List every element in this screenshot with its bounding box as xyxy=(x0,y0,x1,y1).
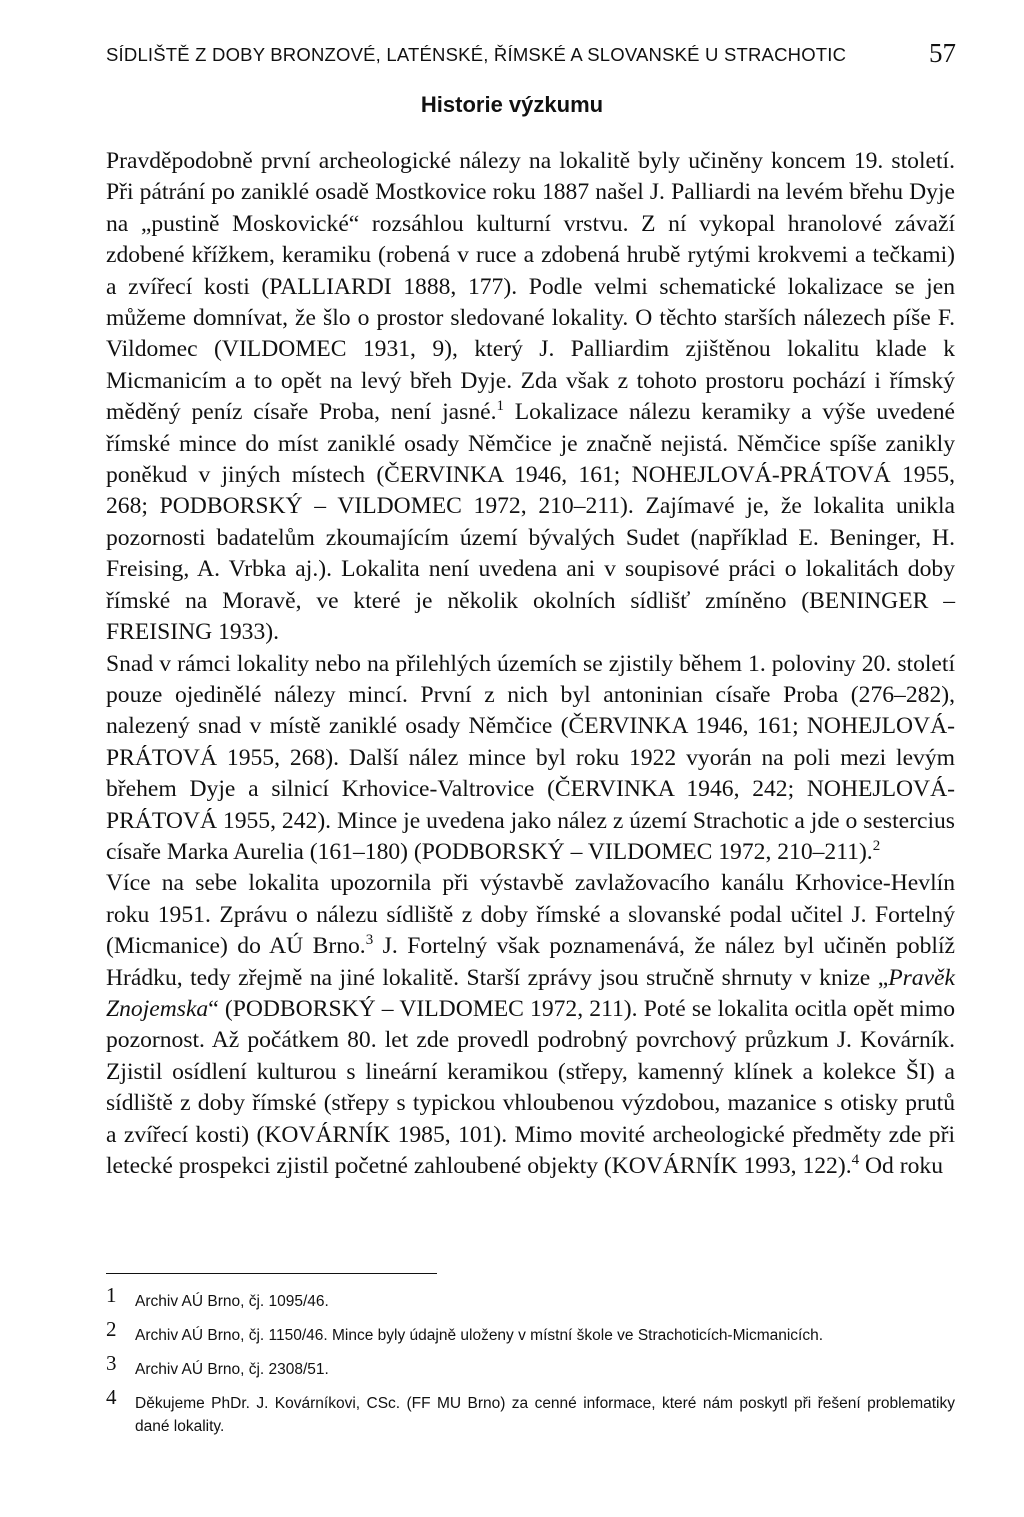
footnote-text: Archiv AÚ Brno, čj. 1095/46. xyxy=(135,1293,329,1310)
footnote-number: 1 xyxy=(106,1283,117,1307)
running-head-title: SÍDLIŠTĚ Z DOBY BRONZOVÉ, LATÉNSKÉ, ŘÍMSKÉ A SLOVANSKÉ U STRACHOTIC xyxy=(106,44,847,65)
footnotes xyxy=(106,1283,955,1449)
footnote-ref-1: 1 xyxy=(496,398,504,415)
footnote-3 xyxy=(106,1351,955,1381)
footnote-text: Archiv AÚ Brno, čj. 1150/46. Mince byly údajně uloženy v místní škole ve Strachoticích-Micmanicích. xyxy=(135,1327,824,1344)
footnote-divider xyxy=(106,1273,437,1274)
paragraph-1-text-cont: Lokalizace nálezu keramiky a výše uvedené římské mince do míst zaniklé osady Němčice je značně nejistá. Němčice spíše zanikly poněkud v jiných místech (ČERVINKA 1946, 161; NOHEJLOVÁ-PRÁTOVÁ 1955, 268; PODBORSKÝ – VILDOMEC 1972, 210–211). Zajímavé je, že lokalita unikla pozornosti badatelům zkoumajícím území bývalých Sudet (například E. Beninger, H. Freising, A. Vrbka aj.). Lokalita není uvedena ani v soupisové práci o lokalitách doby římské na Moravě, ve které je několik okolních sídlišť zmíněno (BENINGER – FREISING 1933). xyxy=(106,399,955,646)
paragraph-3-text-b: J. Fortelný však poznamenává, že nález byl učiněn poblíž Hrádku, tedy zřejmě na jiné lokalitě. Starší zprávy jsou stručně shrnuty v knize „ xyxy=(106,933,955,991)
paragraph-3-text: Více na sebe lokalita upozornila při výstavbě zavlažovacího kanálu Krhovice-Hevlín roku 1951. Zprávu o nálezu sídliště z doby římské a slovanské podal učitel J. Fortelný (Micmanice) do AÚ Brno. xyxy=(106,870,955,960)
footnote-number: 2 xyxy=(106,1317,117,1341)
footnote-ref-4: 4 xyxy=(851,1152,860,1169)
body-text xyxy=(106,146,955,1182)
paragraph-1 xyxy=(106,146,955,649)
paragraph-3-text-d: Od roku xyxy=(859,1153,944,1179)
footnote-text: Děkujeme PhDr. J. Kovárníkovi, CSc. (FF MU Brno) za cenné informace, které nám poskytl při řešení problematiky dané lokality. xyxy=(135,1395,955,1435)
running-head xyxy=(106,36,956,76)
footnote-number: 4 xyxy=(106,1385,117,1409)
book-title: Pravěk Znojemska xyxy=(106,964,955,1022)
paragraph-1-text: Pravděpodobně první archeologické nálezy na lokalitě byly učiněny koncem 19. století. Při pátrání po zaniklé osadě Mostkovice roku 1887 našel J. Palliardi na levém břehu Dyje na „pustině Moskovické“ rozsáhlou kulturní vrstvu. Z ní vykopal hranolové závaží zdobené křížkem, keramiku (robená v ruce a zdobená hrubě rytými krokvemi a tečkami) a zvířecí kosti (PALLIARDI 1888, 177). Podle velmi schematické lokalizace se jen můžeme domnívat, že šlo o prostor sledované lokality. O těchto starších nálezech píše F. Vildomec (VILDOMEC 1931, 9), který J. Palliardim zjištěnou lokalitu klade k Micmanicím a to opět na levý břeh Dyje. Zda však z tohoto prostoru pochází i římský měděný peníz císaře Proba, není jasné. xyxy=(106,148,955,426)
paragraph-3 xyxy=(106,868,955,1182)
footnote-ref-3: 3 xyxy=(365,932,374,949)
paragraph-2-text: Snad v rámci lokality nebo na přilehlých územích se zjistily během 1. poloviny 20. století pouze ojedinělé nálezy mincí. První z nich byl antoninian císaře Proba (276–282), nalezený snad v místě zaniklé osady Němčice (ČERVINKA 1946, 161; NOHEJLOVÁ-PRÁTOVÁ 1955, 268). Další nález mince byl roku 1922 vyorán na poli mezi levým břehem Dyje a silnicí Krhovice-Valtrovice (ČERVINKA 1946, 242; NOHEJLOVÁ-PRÁTOVÁ 1955, 242). Mince je uvedena jako nález z území Strachotic a jde o sestercius císaře Marka Aurelia (161–180) (PODBORSKÝ – VILDOMEC 1972, 210–211). xyxy=(106,650,955,865)
footnote-number: 3 xyxy=(106,1351,117,1375)
footnote-ref-2: 2 xyxy=(872,838,881,855)
page-number: 57 xyxy=(929,38,956,68)
footnote-1 xyxy=(106,1283,955,1313)
footnote-2 xyxy=(106,1317,955,1347)
paragraph-2 xyxy=(106,649,955,869)
paragraph-3-text-c: “ (PODBORSKÝ – VILDOMEC 1972, 211). Poté se lokalita ocitla opět mimo pozornost. Až počátkem 80. let zde provedl podrobný povrchový průzkum J. Kovárník. Zjistil osídlení kulturou s lineární keramikou (střepy, kamenný klínek a kolekce ŠI) a sídliště z doby římské (střepy s typickou vhloubenou výzdobou, mazanice s otisky prutů a zvířecí kosti) (KOVÁRNÍK 1985, 101). Mimo movité archeologické předměty zde při letecké prospekci zjistil početné zahloubené objekty (KOVÁRNÍK 1993, 122). xyxy=(106,995,955,1179)
footnote-4 xyxy=(106,1385,955,1438)
section-heading: Historie výzkumu xyxy=(420,92,604,117)
footnote-text: Archiv AÚ Brno, čj. 2308/51. xyxy=(135,1361,329,1378)
